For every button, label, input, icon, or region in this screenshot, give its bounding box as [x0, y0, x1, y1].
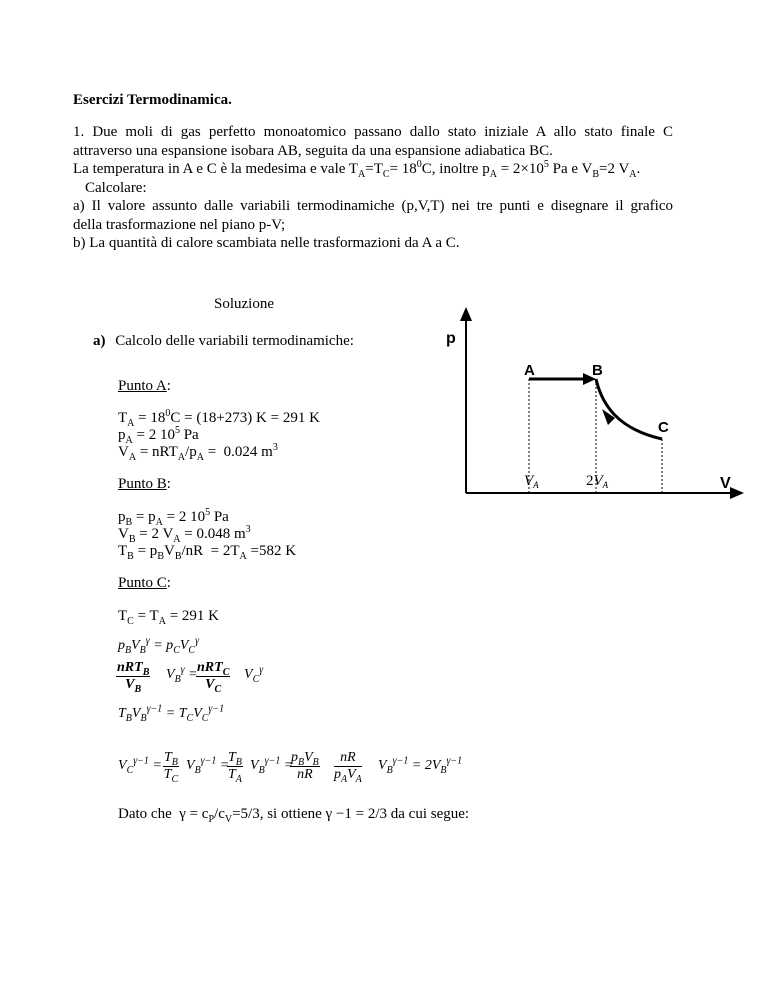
solution-title: Soluzione — [214, 296, 274, 312]
punto-b-label: Punto B: — [118, 476, 171, 492]
adiabat-bc — [596, 379, 662, 439]
equation-long-term-1: $V_B^{\gamma-1}$ = — [186, 755, 230, 776]
part-a-label: a) — [93, 333, 106, 349]
punto-a-temperature: $T_A = 18^0C = (18+273) K = 291$ K — [118, 408, 320, 429]
tick-va: $V_A$ — [524, 473, 539, 490]
punto-b-temperature: $T_B = p_BV_B/nR = 2T_A =582$ K — [118, 543, 297, 562]
page-heading: Esercizi Termodinamica. — [73, 92, 232, 108]
equation-vb-gamma: $V_B^\gamma$ = — [166, 664, 198, 685]
label-c: C — [658, 419, 669, 436]
tick-2va: $2V_A$ — [586, 473, 609, 490]
label-a: A — [524, 362, 535, 379]
equation-tv-gamma: $T_BV_B^{\gamma-1} = T_CV_C^{\gamma-1}$ — [118, 703, 225, 724]
equation-long-frac-3: $p_BV_B$ nR — [291, 750, 319, 782]
part-a-text: Calcolo delle variabili termodinamiche: — [115, 333, 354, 349]
problem-line-3: La temperatura in A e C è la medesima e vale $T_A=T_C= 18^0C$, inoltre $p_A = 2\times 10^5$ Pa e $V_B=2$ $V_A$. — [73, 159, 641, 180]
equation-long-frac-4: nR $p_AV_A$ — [334, 750, 362, 785]
problem-a-line-2: della trasformazione nel piano p-V; — [73, 216, 286, 233]
label-p: p — [446, 330, 456, 347]
problem-line-2: attraverso una espansione isobara AB, seguita da una espansione adiabatica BC. — [73, 142, 553, 159]
equation-frac-c: nRT$_C$ $V_C$ — [197, 660, 230, 695]
equation-long-term-2: $V_B^{\gamma-1}$ = — [250, 755, 294, 776]
problem-calc: Calcolare: — [85, 179, 147, 196]
punto-a-pressure: $p_A = 2$ $10^5$ Pa — [118, 425, 199, 446]
equation-long-frac-1: $\frac{T_B}{T_C}$ — [163, 750, 179, 785]
x-axis-arrow — [730, 487, 744, 499]
punto-a-volume: $V_A = nRT_A/p_A = 0.024$ $m^3$ — [118, 442, 278, 463]
punto-b-volume: $V_B = 2$ $V_A = 0.048$ $m^3$ — [118, 524, 251, 545]
punto-b-pressure: $p_B = p_A = 2$ $10^5$ Pa — [118, 507, 229, 528]
punto-c-label: Punto C: — [118, 575, 171, 591]
pv-diagram — [446, 305, 750, 505]
problem-b: b) La quantità di calore scambiata nelle trasformazioni da A a C. — [73, 235, 460, 251]
equation-long-frac-2: $\frac{T_B}{T_A}$ — [228, 750, 242, 785]
label-b: B — [592, 362, 603, 379]
equation-long-term-3: $V_B^{\gamma-1} = 2V_B^{\gamma-1}$ — [378, 755, 463, 776]
problem-a-line-1: a) Il valore assunto dalle variabili termodinamiche (p,V,T) nei tre punti e disegnare il grafico — [73, 198, 673, 214]
problem-statement — [73, 123, 673, 253]
problem-line-1: 1. Due moli di gas perfetto monoatomico passano dallo stato iniziale A allo stato finale C — [73, 124, 673, 140]
y-axis-arrow — [460, 307, 472, 321]
punto-c-temperature: $T_C = T_A = 291$ K — [118, 608, 219, 627]
equation-vc-gamma: $V_C^\gamma$ — [244, 664, 264, 685]
label-v: V — [720, 475, 731, 492]
equation-frac-b: nRT$_B$ $V_B$ — [117, 660, 150, 695]
punto-a-label: Punto A: — [118, 378, 171, 394]
equation-adiabatic-pv: $p_BV_B^\gamma = p_CV_C^\gamma$ — [118, 635, 200, 656]
final-sentence: Dato che $\gamma = c_P/c_V=5/3$, si ottiene γ −1 = 2/3 da cui segue: — [118, 806, 470, 825]
solution-part-a — [93, 333, 354, 350]
equation-long-lhs: $V_C^{\gamma-1}$ = — [118, 755, 162, 776]
